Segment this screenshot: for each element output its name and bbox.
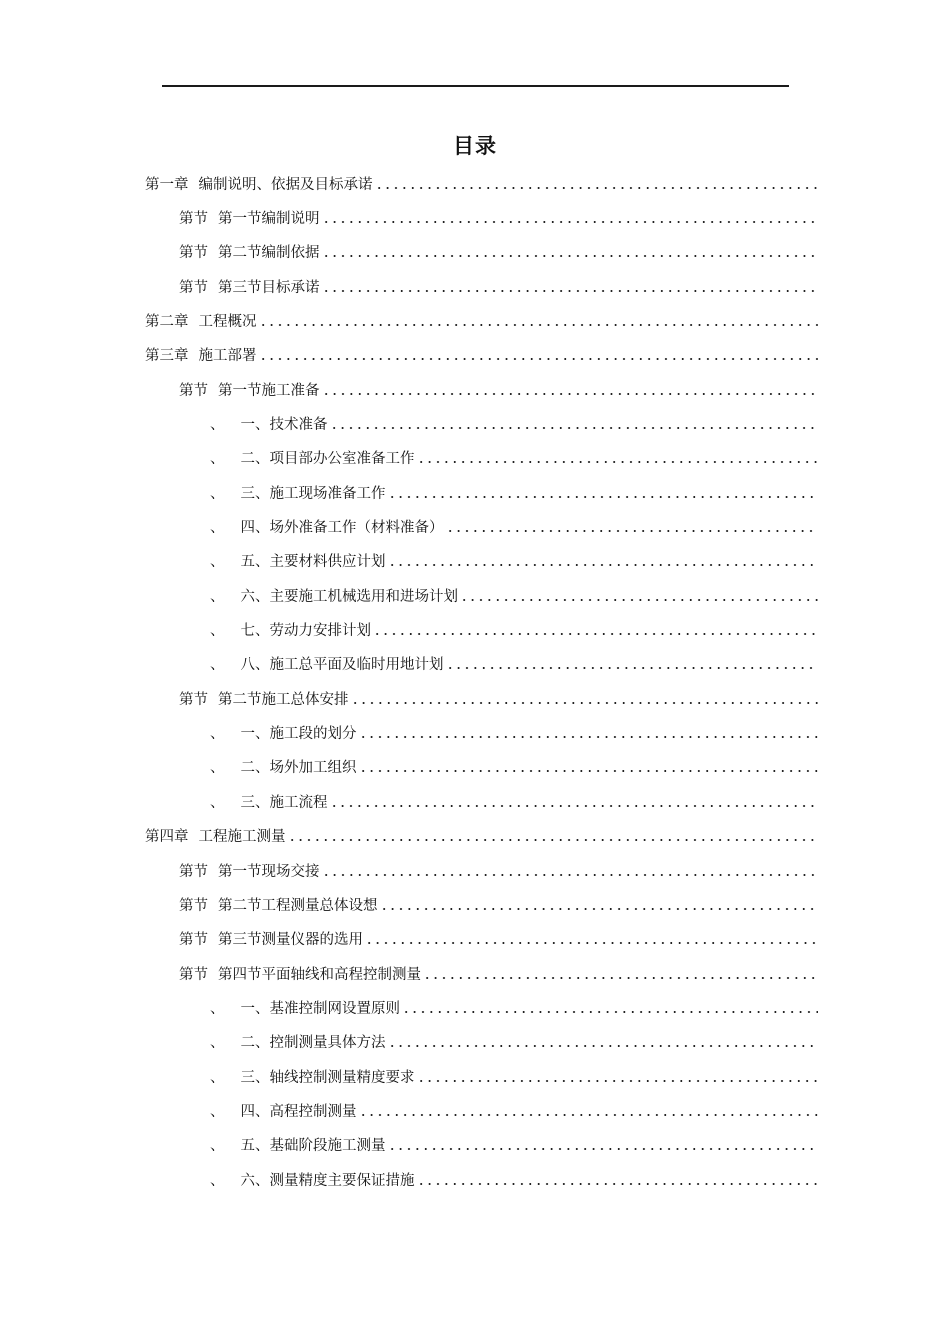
dot-leader: [288, 839, 819, 841]
toc-entry-prefix: 、: [210, 1069, 225, 1086]
toc-entry-label: 施工部署: [198, 348, 257, 365]
toc-entry-label: 一、基准控制网设置原则: [240, 1000, 400, 1017]
toc-entry-prefix: 第节: [179, 966, 208, 983]
toc-entry-label: 工程施工测量: [198, 829, 286, 846]
toc-entry-level-2[interactable]: [179, 853, 818, 887]
toc-entry-level-2[interactable]: [179, 235, 818, 269]
toc-entry-level-2[interactable]: [179, 372, 818, 406]
toc-entry-prefix: 、: [210, 1000, 225, 1017]
dot-leader: [388, 496, 819, 498]
dot-leader: [388, 1045, 819, 1047]
toc-entry-label: 二、控制测量具体方法: [240, 1035, 386, 1052]
toc-entry-label: 第一节编制说明: [218, 210, 320, 227]
toc-entry-prefix: 第二章: [145, 313, 189, 330]
toc-entry-level-3[interactable]: [210, 578, 818, 612]
toc-entry-level-1[interactable]: [145, 338, 818, 372]
toc-entry-prefix: 、: [210, 726, 225, 743]
toc-entry-level-2[interactable]: [179, 887, 818, 921]
toc-entry-level-3[interactable]: [210, 406, 818, 440]
toc-entry-level-2[interactable]: [179, 200, 818, 234]
toc-entry-prefix: 、: [210, 1103, 225, 1120]
dot-leader: [423, 977, 818, 979]
dot-leader: [388, 1148, 819, 1150]
dot-leader: [330, 427, 819, 429]
toc-entry-label: 一、施工段的划分: [240, 726, 357, 743]
toc-entry-level-1[interactable]: [145, 303, 818, 337]
dot-leader: [359, 736, 819, 738]
toc-entry-level-2[interactable]: [179, 922, 818, 956]
toc-entry-label: 工程概况: [198, 313, 257, 330]
toc-entry-label: 四、场外准备工作（材料准备）: [240, 520, 444, 536]
dot-leader: [446, 530, 819, 532]
dot-leader: [373, 633, 818, 635]
toc-entry-label: 第三节目标承诺: [218, 279, 320, 296]
dot-leader: [380, 908, 819, 910]
header-rule: [162, 85, 789, 87]
dot-leader: [322, 255, 819, 257]
toc-entry-prefix: 第节: [179, 863, 208, 880]
dot-leader: [446, 667, 819, 669]
toc-entry-prefix: 、: [210, 451, 225, 468]
toc-entry-label: 第一节施工准备: [218, 382, 320, 399]
toc-entry-label: 第三节测量仪器的选用: [218, 932, 363, 949]
toc-entry-level-3[interactable]: [210, 784, 818, 818]
toc-entry-prefix: 、: [210, 794, 225, 811]
toc-entry-prefix: 第三章: [145, 348, 189, 365]
toc-entry-label: 五、主要材料供应计划: [240, 554, 386, 571]
toc-entry-label: 第二节施工总体安排: [218, 691, 349, 708]
dot-leader: [351, 702, 819, 704]
toc-entry-prefix: 、: [210, 485, 225, 502]
toc-entry-level-3[interactable]: [210, 1059, 818, 1093]
toc-entry-label: 第二节工程测量总体设想: [218, 897, 378, 914]
toc-entry-prefix: 第节: [179, 210, 208, 227]
toc-entry-prefix: 、: [210, 657, 225, 674]
toc-entry-label: 三、施工流程: [240, 794, 328, 811]
toc-entry-label: 第四节平面轴线和高程控制测量: [218, 966, 421, 983]
toc-entry-level-3[interactable]: [210, 613, 818, 647]
toc-entry-level-3[interactable]: [210, 716, 818, 750]
toc-entry-label: 二、项目部办公室准备工作: [240, 451, 415, 468]
dot-leader: [259, 324, 819, 326]
toc-entry-level-1[interactable]: [145, 819, 818, 853]
toc-entry-level-1[interactable]: [145, 166, 818, 200]
dot-leader: [388, 564, 819, 566]
toc-entry-label: 第二节编制依据: [218, 245, 320, 262]
toc-entry-prefix: 第节: [179, 932, 208, 949]
toc-entry-label: 第一节现场交接: [218, 863, 320, 880]
dot-leader: [359, 1114, 819, 1116]
toc-entry-prefix: 、: [210, 416, 225, 433]
dot-leader: [417, 1183, 819, 1185]
toc-entry-prefix: 、: [210, 520, 225, 536]
toc-entry-level-3[interactable]: [210, 750, 818, 784]
toc-entry-prefix: 第一章: [145, 176, 189, 193]
toc-entry-prefix: 、: [210, 1035, 225, 1052]
toc-entry-level-3[interactable]: [210, 1025, 818, 1059]
dot-leader: [375, 187, 819, 189]
toc-entry-level-2[interactable]: [179, 269, 818, 303]
toc-entry-level-3[interactable]: [210, 441, 818, 475]
toc-entry-level-2[interactable]: [179, 956, 818, 990]
toc-entry-label: 三、施工现场准备工作: [240, 485, 386, 502]
toc-entry-label: 六、测量精度主要保证措施: [240, 1172, 415, 1189]
dot-leader: [322, 393, 819, 395]
dot-leader: [330, 805, 819, 807]
toc-entry-level-3[interactable]: [210, 1162, 818, 1196]
toc-entry-level-3[interactable]: [210, 475, 818, 509]
toc-entry-level-3[interactable]: [210, 510, 818, 544]
toc-entry-level-2[interactable]: [179, 681, 818, 715]
toc-entry-label: 六、主要施工机械选用和进场计划: [240, 588, 458, 605]
toc-entry-label: 三、轴线控制测量精度要求: [240, 1069, 415, 1086]
toc-entry-level-3[interactable]: [210, 990, 818, 1024]
toc-entry-label: 八、施工总平面及临时用地计划: [240, 657, 444, 674]
dot-leader: [417, 461, 819, 463]
toc-entry-label: 四、高程控制测量: [240, 1103, 357, 1120]
toc-entry-prefix: 、: [210, 760, 225, 777]
dot-leader: [417, 1080, 819, 1082]
page-title: 目录: [453, 134, 497, 158]
dot-leader: [322, 874, 819, 876]
toc-entry-label: 五、基础阶段施工测量: [240, 1138, 386, 1155]
toc-entry-label: 一、技术准备: [240, 416, 328, 433]
toc-entry-label: 二、场外加工组织: [240, 760, 357, 777]
dot-leader: [322, 221, 819, 223]
toc-entry-level-3[interactable]: [210, 544, 818, 578]
toc-entry-prefix: 第节: [179, 382, 208, 399]
toc-entry-prefix: 、: [210, 588, 225, 605]
toc-entry-prefix: 第节: [179, 691, 208, 708]
toc-entry-prefix: 第节: [179, 279, 208, 296]
toc-entry-prefix: 、: [210, 554, 225, 571]
toc-entry-level-3[interactable]: [210, 1128, 818, 1162]
toc-entry-prefix: 第节: [179, 245, 208, 262]
toc-entry-prefix: 第节: [179, 897, 208, 914]
dot-leader: [359, 770, 819, 772]
toc-entry-prefix: 、: [210, 623, 225, 640]
dot-leader: [365, 942, 818, 944]
toc-entry-level-3[interactable]: [210, 1093, 818, 1127]
dot-leader: [259, 358, 819, 360]
dot-leader: [402, 1011, 818, 1013]
dot-leader: [322, 290, 819, 292]
toc-entry-prefix: 第四章: [145, 829, 189, 846]
toc-entry-label: 七、劳动力安排计划: [240, 623, 371, 640]
toc-entry-prefix: 、: [210, 1172, 225, 1189]
dot-leader: [460, 599, 818, 601]
toc-entry-label: 编制说明、依据及目标承诺: [198, 176, 373, 193]
toc-entry-level-3[interactable]: [210, 647, 818, 681]
toc-entry-prefix: 、: [210, 1138, 225, 1155]
